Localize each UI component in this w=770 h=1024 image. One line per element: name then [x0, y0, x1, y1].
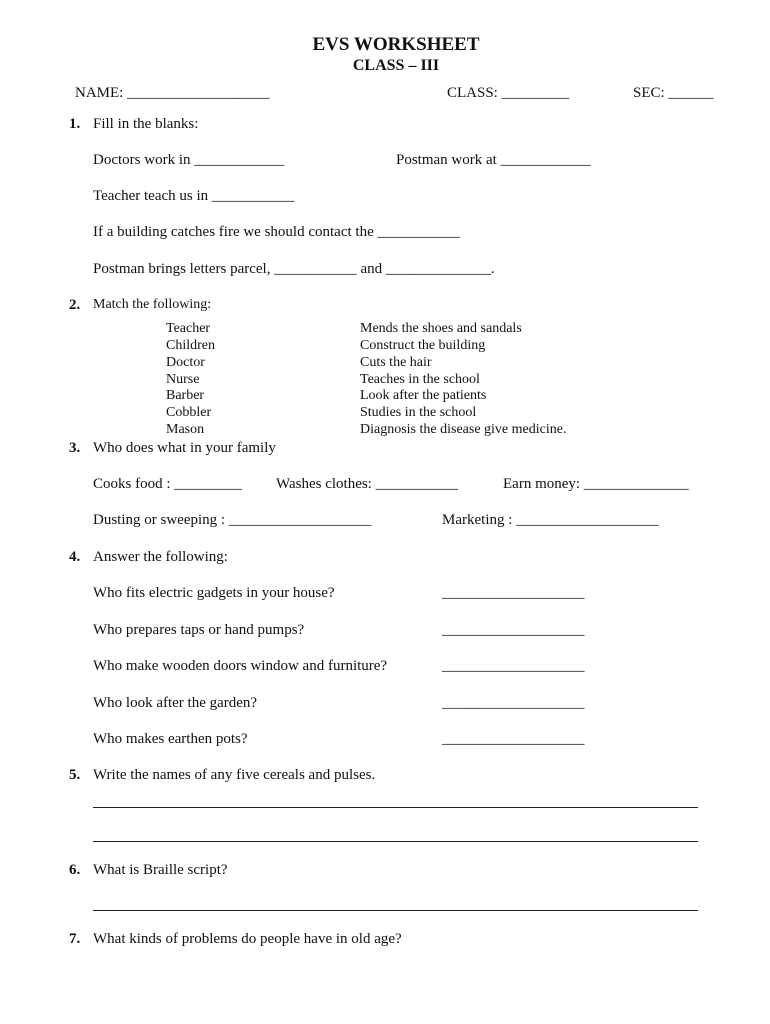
answer-blank: ___________________ — [442, 585, 585, 601]
match-right-item: Diagnosis the disease give medicine. — [360, 422, 567, 437]
answer-question: Who prepares taps or hand pumps? — [93, 622, 305, 638]
answer-question: Who makes earthen pots? — [93, 731, 248, 747]
page-title: EVS WORKSHEET — [312, 34, 480, 55]
answer-question: Who fits electric gadgets in your house? — [93, 585, 335, 601]
match-left-item: Teacher — [166, 321, 211, 336]
blank-letters: Postman brings letters parcel, ___________ and ______________. — [93, 261, 495, 277]
match-right-item: Teaches in the school — [360, 372, 480, 387]
match-left-item: Nurse — [166, 372, 200, 387]
blank-postman: Postman work at ____________ — [396, 152, 591, 168]
match-left-item: Cobbler — [166, 405, 212, 420]
question-prompt: What kinds of problems do people have in old age? — [93, 931, 402, 947]
blank-teacher: Teacher teach us in ___________ — [93, 188, 295, 204]
match-left-item: Mason — [166, 422, 205, 437]
blank-earn: Earn money: ______________ — [503, 476, 689, 492]
answer-line — [93, 910, 698, 911]
question-prompt: Answer the following: — [93, 549, 228, 565]
blank-cooks: Cooks food : _________ — [93, 476, 242, 492]
blank-washes: Washes clothes: ___________ — [276, 476, 459, 492]
match-right-item: Studies in the school — [360, 405, 477, 420]
page-subtitle: CLASS – III — [352, 57, 440, 74]
answer-question: Who look after the garden? — [93, 695, 258, 711]
answer-line — [93, 807, 698, 808]
class-field: CLASS: _________ — [447, 85, 570, 101]
question-prompt: Fill in the blanks: — [93, 116, 199, 132]
question-prompt: What is Braille script? — [93, 862, 228, 878]
match-right-item: Construct the building — [360, 338, 486, 353]
answer-blank: ___________________ — [442, 695, 585, 711]
answer-question: Who make wooden doors window and furniture? — [93, 658, 388, 674]
question-number: 3. — [69, 440, 81, 456]
question-number: 4. — [69, 549, 81, 565]
blank-dusting: Dusting or sweeping : ___________________ — [93, 512, 372, 528]
question-number: 7. — [69, 931, 81, 947]
name-field: NAME: ___________________ — [75, 85, 270, 101]
blank-doctors: Doctors work in ____________ — [93, 152, 285, 168]
answer-blank: ___________________ — [442, 622, 585, 638]
blank-fire: If a building catches fire we should contact the ___________ — [93, 224, 460, 240]
question-number: 1. — [69, 116, 81, 132]
blank-marketing: Marketing : ___________________ — [442, 512, 659, 528]
match-right-item: Cuts the hair — [360, 355, 432, 370]
answer-blank: ___________________ — [442, 658, 585, 674]
answer-blank: ___________________ — [442, 731, 585, 747]
match-left-item: Barber — [166, 388, 205, 403]
question-number: 6. — [69, 862, 81, 878]
question-number: 2. — [69, 297, 81, 313]
sec-field: SEC: ______ — [633, 85, 714, 101]
question-prompt: Write the names of any five cereals and pulses. — [93, 767, 376, 783]
question-number: 5. — [69, 767, 81, 783]
answer-line — [93, 841, 698, 842]
match-left-item: Children — [166, 338, 215, 353]
match-right-item: Mends the shoes and sandals — [360, 321, 522, 336]
match-left-item: Doctor — [166, 355, 205, 370]
match-right-item: Look after the patients — [360, 388, 487, 403]
question-prompt: Match the following: — [93, 297, 212, 312]
question-prompt: Who does what in your family — [93, 440, 276, 456]
